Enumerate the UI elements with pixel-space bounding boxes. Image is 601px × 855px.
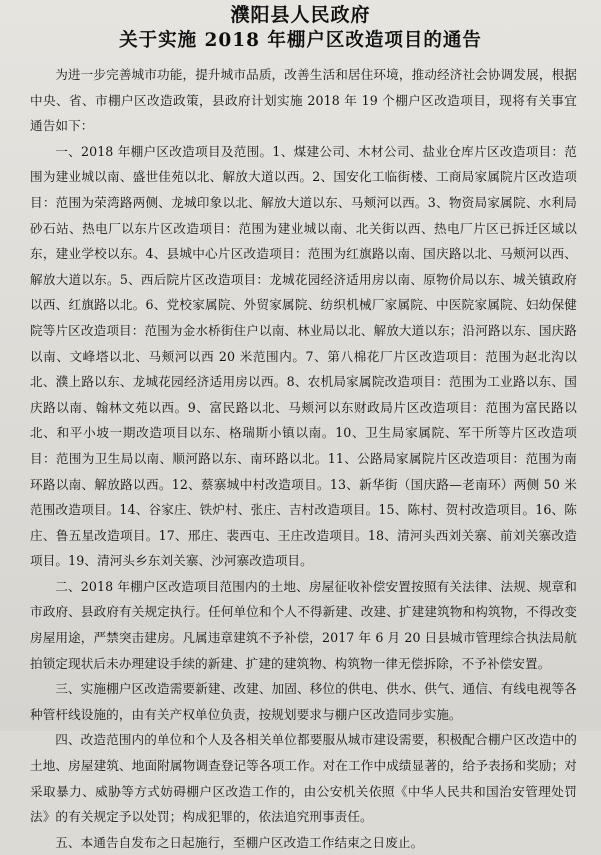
notice-body	[0, 62, 601, 855]
section-4-cooperation: 四、改造范围内的单位和个人及各相关单位都要服从城市建设需要，积极配合棚户区改造中的土地、房屋建筑、地面附属物调查登记等各项工作。对在工作中成绩显著的，给予表扬和奖励；对采取暴力、威胁等方式妨碍棚户区改造工作的，由公安机关依照《中华人民共和国治安管理处罚法》的有关规定予以处罚；构成犯罪的，依法追究刑事责任。	[30, 732, 577, 825]
section-5-effective-date: 五、本通告自发布之日起施行，至棚户区改造工作结束之日废止。	[55, 834, 424, 850]
issuer-title: 濮阳县人民政府	[230, 4, 371, 26]
section-3-utilities: 三、实施棚户区改造需要新建、改建、加固、移位的供电、供水、供气、通信、有线电视等各种管杆线设施的，由有关产权单位负责，按规划要求与棚户区改造同步实施。	[30, 681, 577, 722]
section-1-project-scope: 一、2018 年棚户区改造项目及范围。1、煤建公司、木材公司、盐业仓库片区改造项目：范围为建业城以南、盛世佳苑以北、解放大道以西。2、国安化工临街楼、工商局家属院片区改造项目：范围为荣湾路两侧、龙城印象以北、解放大道以东、马颊河以西。3、物资局家属院、水利局砂石站、热电厂以东片区改造项目：范围为建业城以南、北关街以西、热电厂片区已拆迁区域以东，建业学校以东。4、县城中心片区改造项目：范围为红旗路以南、国庆路以北、马颊河以西、解放大道以东。5、西后院片区改造项目：龙城花园经济适用房以南、原物价局以东、城关镇政府以西、红旗路以北。6、党校家属院、外贸家属院、纺织机械厂家属院、中医院家属院、妇幼保健院等片区改造项目：范围为金水桥街住户以南、林业局以北、解放大道以东；沿河路以东、国庆路以南、文峰塔以北、马颊河以西 20 米范围内。7、第八棉花厂片区改造项目：范围为赵北沟以北、濮上路以东、龙城花园经济适用房以西。8、农机局家属院改造项目：范围为工业路以东、国庆路以南、翰林文苑以西。9、富民路以北、马颊河以东财政局片区改造项目：范围为富民路以北、和平小坡一期改造项目以东、格瑞斯小镇以南。10、卫生局家属院、军干所等片区改造项目：范围为卫生局以南、顺河路以东、南环路以北。11、公路局家属院片区改造项目：范围为南环路以南、解放路以西。12、蔡寨城中村改造项目。13、新华街（国庆路—老南环）两侧 50 米范围改造项目。14、谷家庄、铁炉村、张庄、吉村改造项目。15、陈村、贺村改造项目。16、陈庄、鲁五星改造项目。17、邢庄、裴西屯、王庄改造项目。18、清河头西刘关寨、前刘关寨改造项目。19、清河头乡东刘关寨、沙河寨改造项目。	[30, 143, 577, 569]
section-2-compensation: 二、2018 年棚户区改造项目范围内的土地、房屋征收补偿安置按照有关法律、法规、规章和市政府、县政府有关规定执行。任何单位和个人不得新建、改建、扩建建筑物和构筑物，不得改变房屋用途，严禁突击建房。凡属违章建筑不予补偿，2017 年 6 月 20 日县城市管理综合执法局航拍锁定现状后未办理建设手续的新建、扩建的建筑物、构筑物一律无偿拆除，不予补偿安置。	[30, 578, 577, 671]
notice-title: 关于实施 2018 年棚户区改造项目的通告	[119, 30, 482, 51]
intro-paragraph: 为进一步完善城市功能，提升城市品质，改善生活和居住环境，推动经济社会协调发展，根据中央、省、市棚户区改造政策，县政府计划实施 2018 年 19 个棚户区改造项目，现将有关事宜通告如下：	[30, 67, 577, 134]
